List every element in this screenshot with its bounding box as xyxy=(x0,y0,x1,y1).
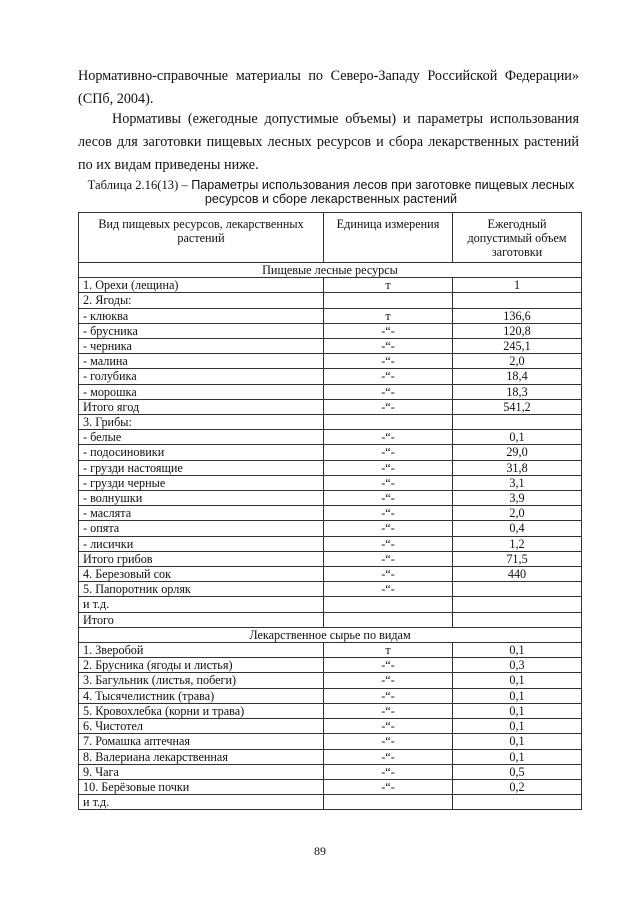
cell-unit xyxy=(324,293,453,308)
cell-unit: -“- xyxy=(324,475,453,490)
cell-resource-name: 10. Берёзовые почки xyxy=(79,779,324,794)
table-row xyxy=(79,415,582,430)
table-row xyxy=(79,612,582,627)
table-row xyxy=(79,308,582,323)
cell-resource-name: - клюква xyxy=(79,308,324,323)
parameters-table xyxy=(78,212,582,810)
table-row xyxy=(79,567,582,582)
cell-volume: 0,2 xyxy=(453,779,582,794)
table-caption-text: Параметры использования лесов при заготовке пищевых лесных ресурсов и сборе лекарственных растений xyxy=(187,178,575,206)
cell-volume: 245,1 xyxy=(453,339,582,354)
table-row xyxy=(79,551,582,566)
cell-volume: 0,1 xyxy=(453,430,582,445)
table-row xyxy=(79,658,582,673)
cell-volume: 0,4 xyxy=(453,521,582,536)
paragraph-intro: Нормативно-справочные материалы по Северо-Западу Российской Федерации» (СПб, 2004). xyxy=(78,68,579,107)
cell-volume: 1 xyxy=(453,278,582,293)
cell-unit xyxy=(324,415,453,430)
table-row xyxy=(79,734,582,749)
cell-resource-name: - малина xyxy=(79,354,324,369)
cell-unit: -“- xyxy=(324,491,453,506)
cell-resource-name: - лисички xyxy=(79,536,324,551)
cell-unit: -“- xyxy=(324,430,453,445)
table-row xyxy=(79,688,582,703)
cell-volume: 0,1 xyxy=(453,643,582,658)
cell-resource-name: 7. Ромашка аптечная xyxy=(79,734,324,749)
cell-resource-name: - черника xyxy=(79,339,324,354)
cell-volume: 71,5 xyxy=(453,551,582,566)
cell-resource-name: - брусника xyxy=(79,323,324,338)
cell-unit: -“- xyxy=(324,567,453,582)
cell-resource-name: 3. Багульник (листья, побеги) xyxy=(79,673,324,688)
table-row xyxy=(79,430,582,445)
section-row-medicinal xyxy=(79,627,582,642)
cell-volume xyxy=(453,293,582,308)
cell-unit: -“- xyxy=(324,719,453,734)
cell-resource-name: и т.д. xyxy=(79,795,324,810)
table-row xyxy=(79,597,582,612)
table-row xyxy=(79,749,582,764)
cell-volume: 18,4 xyxy=(453,369,582,384)
cell-volume: 1,2 xyxy=(453,536,582,551)
cell-resource-name: Итого xyxy=(79,612,324,627)
table-caption xyxy=(82,178,580,206)
cell-volume xyxy=(453,597,582,612)
cell-resource-name: - голубика xyxy=(79,369,324,384)
header-annual-volume: Ежегодный допустимый объем заготовки xyxy=(453,213,582,263)
table-row xyxy=(79,795,582,810)
cell-unit: -“- xyxy=(324,658,453,673)
cell-unit: -“- xyxy=(324,445,453,460)
cell-unit: -“- xyxy=(324,749,453,764)
table-row xyxy=(79,399,582,414)
cell-unit: т xyxy=(324,308,453,323)
header-unit: Единица измерения xyxy=(324,213,453,263)
cell-volume xyxy=(453,415,582,430)
cell-resource-name: 4. Березовый сок xyxy=(79,567,324,582)
cell-volume: 136,6 xyxy=(453,308,582,323)
table-row xyxy=(79,764,582,779)
cell-volume: 2,0 xyxy=(453,506,582,521)
cell-resource-name: - грузди настоящие xyxy=(79,460,324,475)
table-row xyxy=(79,460,582,475)
cell-resource-name: 8. Валериана лекарственная xyxy=(79,749,324,764)
cell-resource-name: - морошка xyxy=(79,384,324,399)
cell-volume: 3,1 xyxy=(453,475,582,490)
cell-resource-name: - грузди черные xyxy=(79,475,324,490)
cell-volume: 29,0 xyxy=(453,445,582,460)
cell-unit xyxy=(324,597,453,612)
cell-volume: 18,3 xyxy=(453,384,582,399)
cell-resource-name: Итого ягод xyxy=(79,399,324,414)
cell-volume xyxy=(453,612,582,627)
cell-unit xyxy=(324,795,453,810)
cell-resource-name: 2. Ягоды: xyxy=(79,293,324,308)
table-row xyxy=(79,506,582,521)
cell-unit: -“- xyxy=(324,399,453,414)
table-row xyxy=(79,293,582,308)
cell-volume xyxy=(453,582,582,597)
table-row xyxy=(79,369,582,384)
table-row xyxy=(79,354,582,369)
cell-unit: -“- xyxy=(324,582,453,597)
table-row xyxy=(79,536,582,551)
cell-resource-name: - белые xyxy=(79,430,324,445)
cell-unit: -“- xyxy=(324,521,453,536)
cell-volume: 0,1 xyxy=(453,734,582,749)
table-row xyxy=(79,703,582,718)
cell-volume: 0,1 xyxy=(453,688,582,703)
table-row xyxy=(79,521,582,536)
section-title: Пищевые лесные ресурсы xyxy=(79,263,582,278)
cell-resource-name: 4. Тысячелистник (трава) xyxy=(79,688,324,703)
cell-unit: -“- xyxy=(324,323,453,338)
cell-resource-name: - подосиновики xyxy=(79,445,324,460)
cell-unit: -“- xyxy=(324,506,453,521)
cell-volume: 0,3 xyxy=(453,658,582,673)
cell-unit: -“- xyxy=(324,764,453,779)
cell-volume: 2,0 xyxy=(453,354,582,369)
table-caption-number: Таблица 2.16(13) – xyxy=(87,178,188,192)
cell-resource-name: и т.д. xyxy=(79,597,324,612)
cell-resource-name: 3. Грибы: xyxy=(79,415,324,430)
cell-volume: 0,5 xyxy=(453,764,582,779)
table-row xyxy=(79,475,582,490)
table-row xyxy=(79,719,582,734)
cell-unit: -“- xyxy=(324,551,453,566)
table-row xyxy=(79,278,582,293)
cell-unit: -“- xyxy=(324,673,453,688)
cell-resource-name: 9. Чага xyxy=(79,764,324,779)
cell-unit: -“- xyxy=(324,460,453,475)
cell-unit: т xyxy=(324,643,453,658)
table-row xyxy=(79,339,582,354)
cell-unit xyxy=(324,612,453,627)
table-row xyxy=(79,323,582,338)
cell-resource-name: 5. Папоротник орляк xyxy=(79,582,324,597)
cell-unit: -“- xyxy=(324,384,453,399)
table-row xyxy=(79,384,582,399)
cell-unit: -“- xyxy=(324,703,453,718)
cell-unit: -“- xyxy=(324,734,453,749)
cell-unit: -“- xyxy=(324,369,453,384)
section-row-food xyxy=(79,263,582,278)
table-row xyxy=(79,779,582,794)
cell-volume: 440 xyxy=(453,567,582,582)
cell-resource-name: - волнушки xyxy=(79,491,324,506)
cell-unit: -“- xyxy=(324,536,453,551)
cell-resource-name: - маслята xyxy=(79,506,324,521)
table-header-row xyxy=(79,213,582,263)
table-row xyxy=(79,673,582,688)
cell-unit: -“- xyxy=(324,354,453,369)
cell-unit: -“- xyxy=(324,688,453,703)
cell-volume: 541,2 xyxy=(453,399,582,414)
cell-resource-name: 1. Зверобой xyxy=(79,643,324,658)
page-number: 89 xyxy=(314,844,326,858)
cell-resource-name: 2. Брусника (ягоды и листья) xyxy=(79,658,324,673)
cell-unit: -“- xyxy=(324,339,453,354)
cell-volume: 120,8 xyxy=(453,323,582,338)
cell-resource-name: Итого грибов xyxy=(79,551,324,566)
cell-volume: 0,1 xyxy=(453,673,582,688)
cell-resource-name: 1. Орехи (лещина) xyxy=(79,278,324,293)
table-row xyxy=(79,445,582,460)
table-row xyxy=(79,491,582,506)
cell-resource-name: 5. Кровохлебка (корни и трава) xyxy=(79,703,324,718)
paragraph-norms: Нормативы (ежегодные допустимые объемы) и параметры использования лесов для заготовки пищевых лесных ресурсов и сбора лекарственных растений по их видам приведены ниже. xyxy=(78,111,579,173)
cell-resource-name: 6. Чистотел xyxy=(79,719,324,734)
table-row xyxy=(79,582,582,597)
cell-volume: 0,1 xyxy=(453,703,582,718)
header-resource-type: Вид пищевых ресурсов, лекарственных растений xyxy=(79,213,324,263)
cell-unit: -“- xyxy=(324,779,453,794)
section-title: Лекарственное сырье по видам xyxy=(79,627,582,642)
cell-unit: т xyxy=(324,278,453,293)
cell-volume: 3,9 xyxy=(453,491,582,506)
cell-volume: 0,1 xyxy=(453,749,582,764)
cell-volume: 0,1 xyxy=(453,719,582,734)
cell-volume xyxy=(453,795,582,810)
cell-resource-name: - опята xyxy=(79,521,324,536)
cell-volume: 31,8 xyxy=(453,460,582,475)
table-row xyxy=(79,643,582,658)
